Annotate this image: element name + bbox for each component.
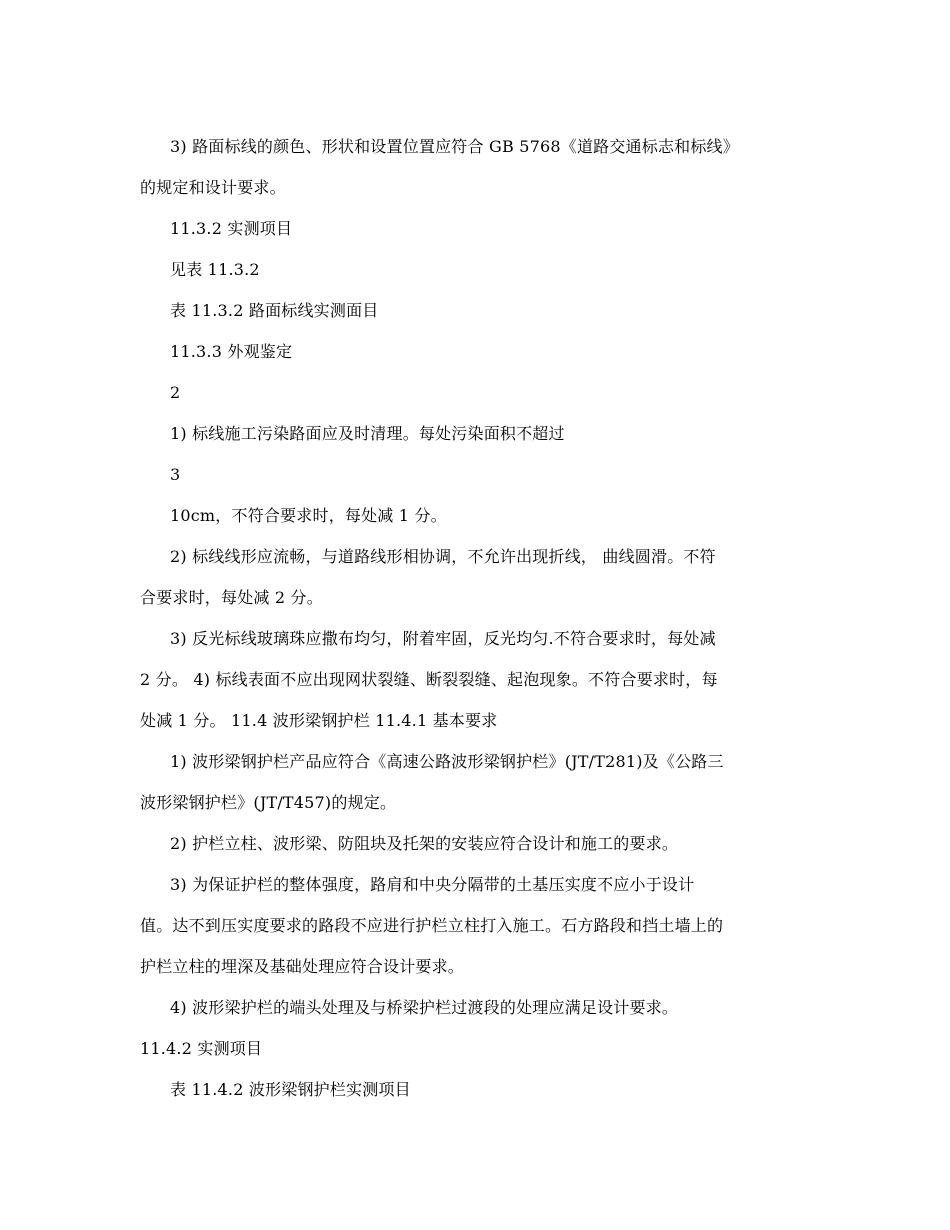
text-line: 值。达不到压实度要求的路段不应进行护栏立柱打入施工。石方路段和挡土墙上的 [140,916,724,935]
text-line: 3) 路面标线的颜色、形状和设置位置应符合 GB 5768《道路交通标志和标线》 [170,137,739,156]
text-line: 11.3.3 外观鉴定 [170,342,293,361]
text-line: 表 11.3.2 路面标线实测面目 [170,301,379,320]
text-line: 见表 11.3.2 [170,260,260,279]
text-line: 合要求时，每处减 2 分。 [140,588,323,607]
text-line: 表 11.4.2 波形梁钢护栏实测项目 [170,1080,411,1099]
text-line: 1) 标线施工污染路面应及时清理。每处污染面积不超过 [170,424,565,443]
text-line: 11.4.2 实测项目 [140,1039,263,1058]
text-line: 11.3.2 实测项目 [170,219,293,238]
text-line: 4) 波形梁护栏的端头处理及与桥梁护栏过渡段的处理应满足设计要求。 [170,998,679,1017]
text-line: 3) 为保证护栏的整体强度，路肩和中央分隔带的土基压实度不应小于设计 [170,875,695,894]
text-line: 10cm，不符合要求时，每处减 1 分。 [170,506,447,525]
text-line: 1) 波形梁钢护栏产品应符合《高速公路波形梁钢护栏》(JT/T281)及《公路三 [170,752,724,771]
text-line: 3) 反光标线玻璃珠应撒布均匀，附着牢固，反光均匀.不符合要求时，每处减 [170,629,716,648]
text-line: 波形梁钢护栏》(JT/T457)的规定。 [140,793,397,812]
text-line: 2 分。 4) 标线表面不应出现网状裂缝、断裂裂缝、起泡现象。不符合要求时，每 [140,670,718,689]
text-line: 2) 标线线形应流畅，与道路线形相协调，不允许出现折线， 曲线圆滑。不符 [170,547,716,566]
text-line: 2) 护栏立柱、波形梁、防阻块及托架的安装应符合设计和施工的要求。 [170,834,679,853]
text-line: 3 [170,465,181,484]
document-body [140,126,820,1110]
text-line: 2 [170,383,181,402]
text-line: 护栏立柱的埋深及基础处理应符合设计要求。 [140,957,465,976]
text-line: 的规定和设计要求。 [140,178,286,197]
text-line: 处减 1 分。 11.4 波形梁钢护栏 11.4.1 基本要求 [140,711,498,730]
